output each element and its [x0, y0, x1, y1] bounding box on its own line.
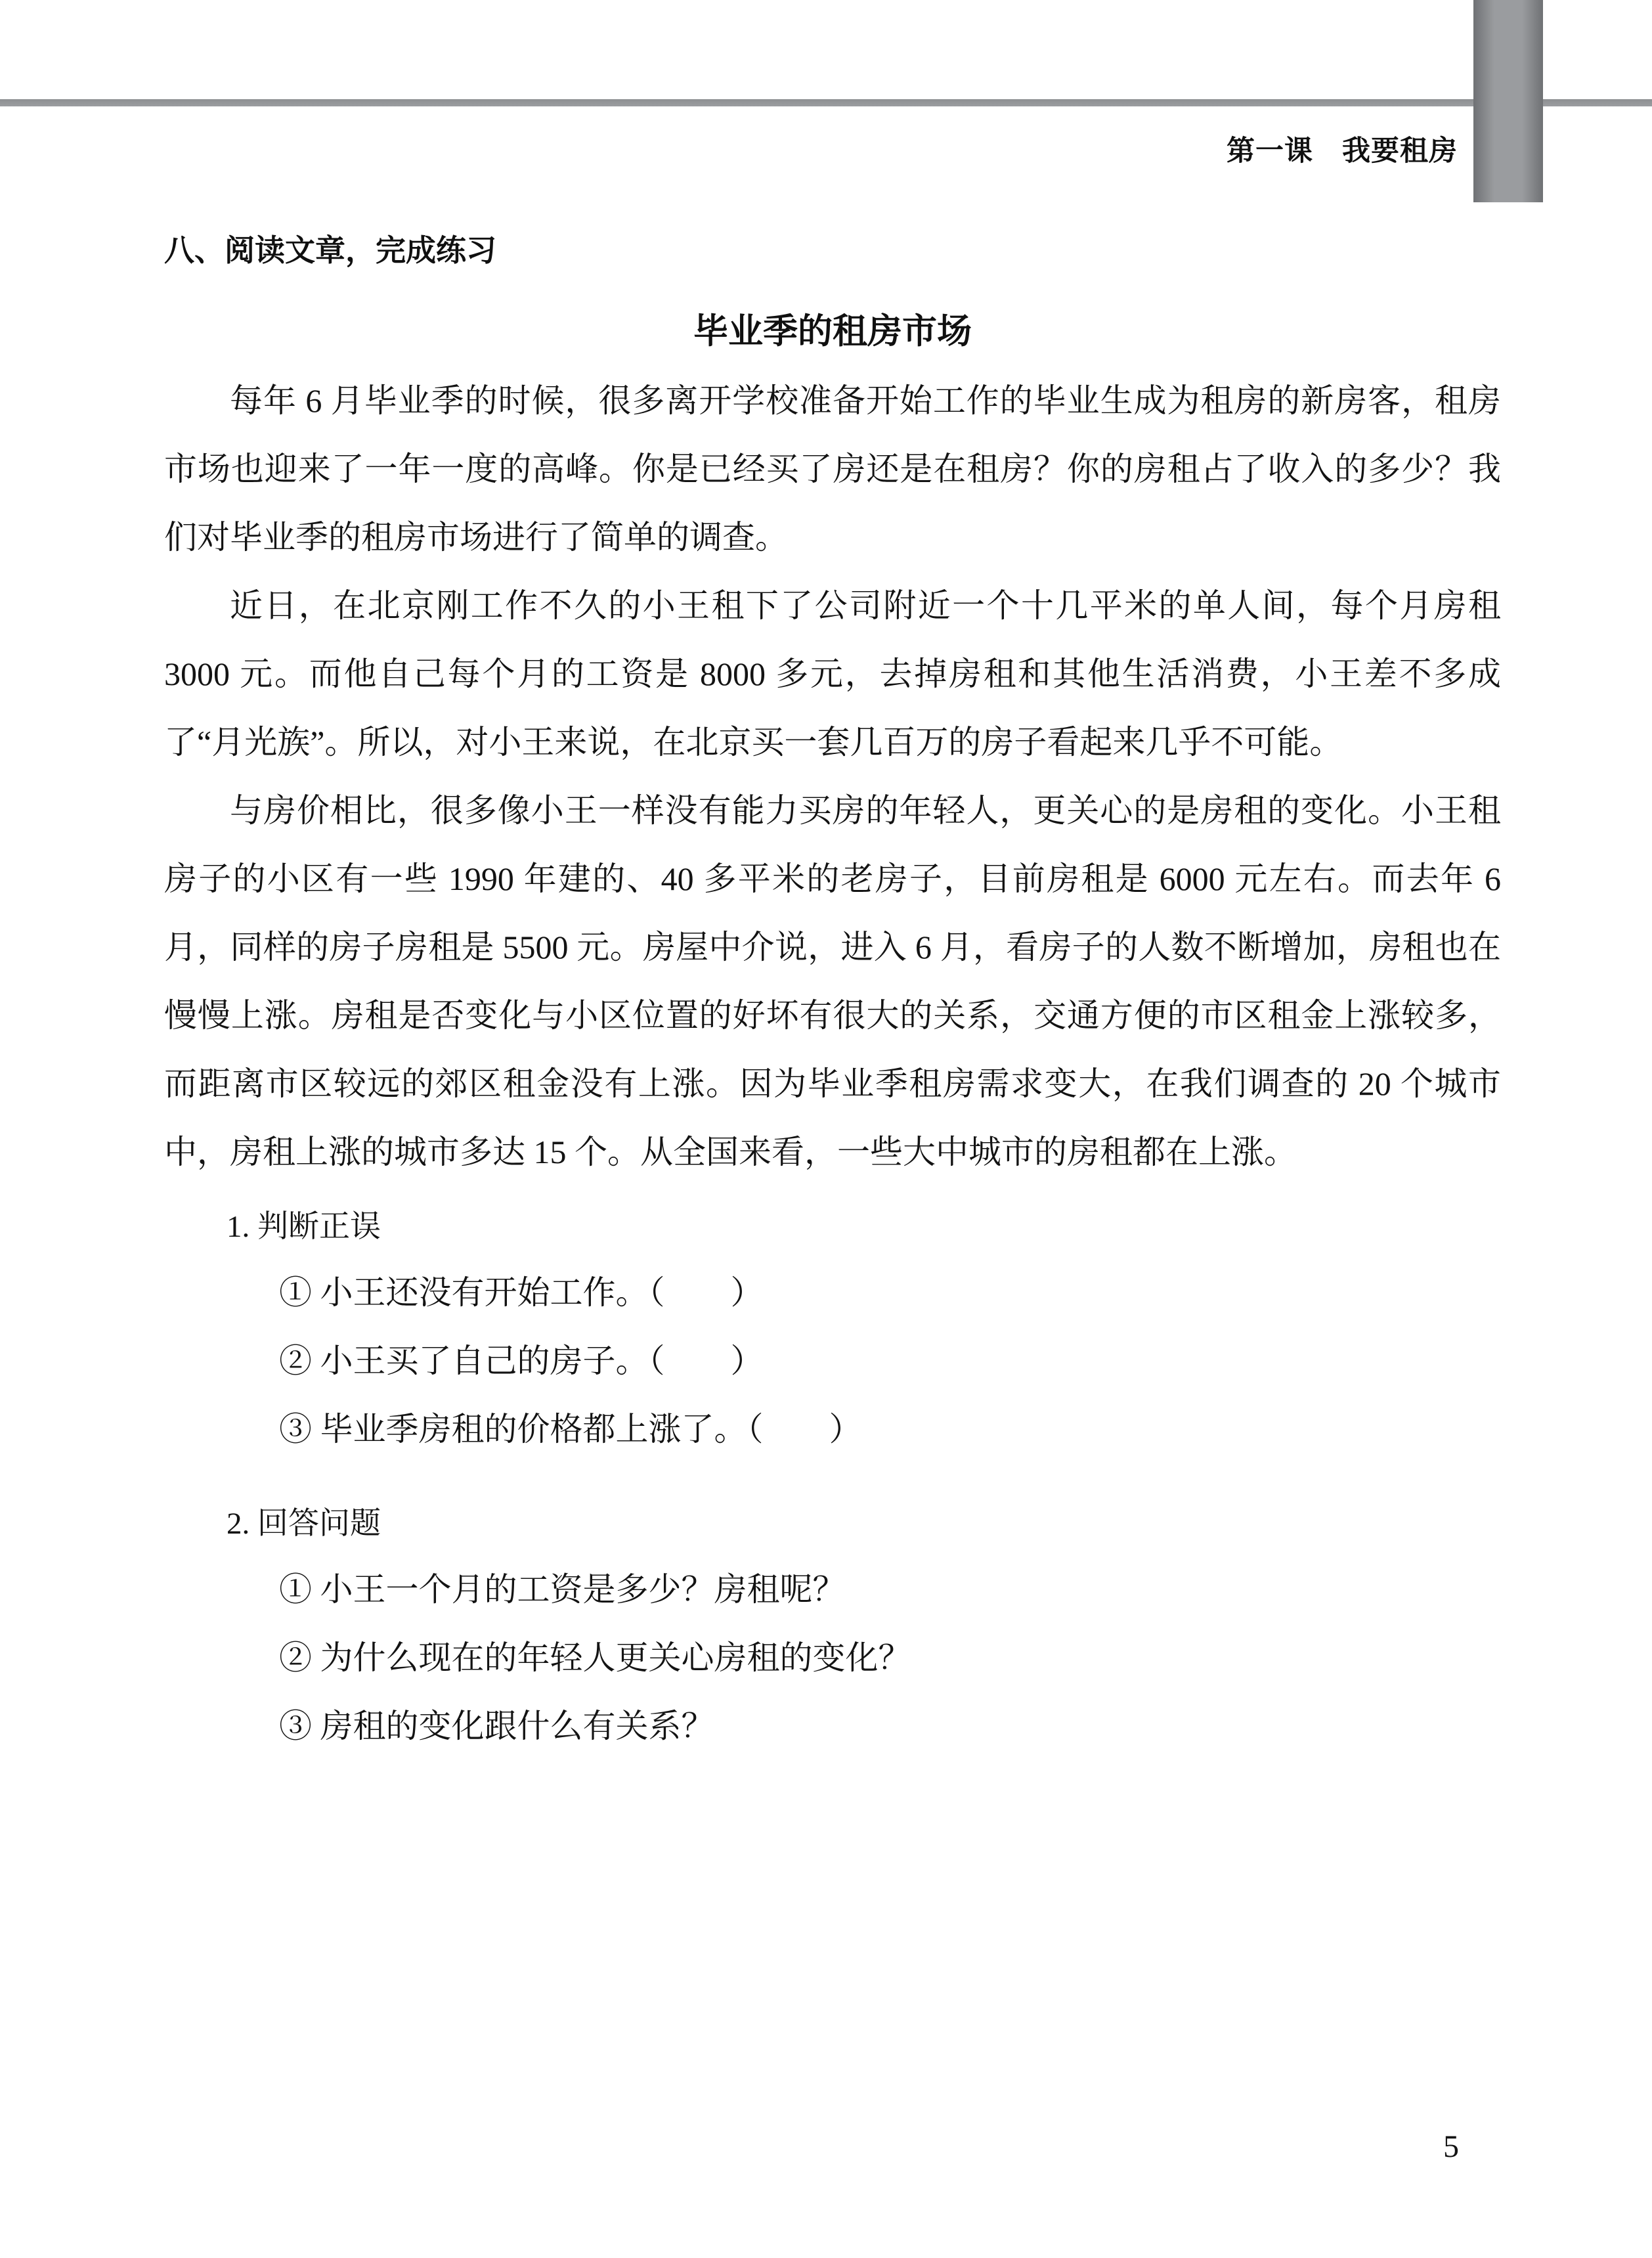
- article-paragraph: 与房价相比，很多像小王一样没有能力买房的年轻人，更关心的是房租的变化。小王租房子的小区有一些 1990 年建的、40 多平米的老房子，目前房租是 6000 元左右。而去年 6 月，同样的房子房租是 5500 元。房屋中介说，进入 6 月，看房子的人数不断增加，房租也在慢慢上涨。房租是否变化与小区位置的好坏有很大的关系，交通方便的市区租金上涨较多，而距离市区较远的郊区租金没有上涨。因为毕业季租房需求变大，在我们调查的 20 个城市中，房租上涨的城市多达 15 个。从全国来看，一些大中城市的房租都在上涨。: [164, 792, 1501, 1170]
- article-title: 毕业季的租房市场: [693, 312, 972, 351]
- question-group-heading: 1. 判断正误: [227, 1210, 381, 1244]
- question-item: ① 小王还没有开始工作。（ ）: [279, 1274, 764, 1311]
- article-paragraph: 每年 6 月毕业季的时候，很多离开学校准备开始工作的毕业生成为租房的新房客，租房市场也迎来了一年一度的高峰。你是已经买了房还是在租房？你的房租占了收入的多少？我们对毕业季的租房市场进行了简单的调查。: [164, 382, 1501, 556]
- question-item: ② 为什么现在的年轻人更关心房租的变化？: [279, 1639, 911, 1676]
- chapter-corner-bar: [1473, 0, 1543, 202]
- exercise-section-heading: 八、阅读文章，完成练习: [164, 233, 496, 267]
- question-item: ① 小王一个月的工资是多少？房租呢？: [279, 1571, 846, 1608]
- question-item: ③ 房租的变化跟什么有关系？: [279, 1708, 714, 1744]
- header-rule: [0, 99, 1652, 106]
- question-item: ③ 毕业季房租的价格都上涨了。（ ）: [279, 1411, 862, 1448]
- running-head-chapter-title: 第一课 我要租房: [1227, 135, 1458, 167]
- question-group-heading: 2. 回答问题: [227, 1507, 381, 1541]
- article-paragraph: 近日，在北京刚工作不久的小王租下了公司附近一个十几平米的单人间，每个月房租 3000 元。而他自己每个月的工资是 8000 多元，去掉房租和其他生活消费，小王差不多成了“月光族”。所以，对小王来说，在北京买一套几百万的房子看起来几乎不可能。: [164, 587, 1501, 761]
- question-item: ② 小王买了自己的房子。（ ）: [279, 1342, 764, 1379]
- page-number: 5: [1443, 2129, 1459, 2164]
- question-group-true-false: [164, 1195, 1501, 1463]
- page-content: [164, 231, 1501, 1760]
- question-group-answer: [164, 1492, 1501, 1760]
